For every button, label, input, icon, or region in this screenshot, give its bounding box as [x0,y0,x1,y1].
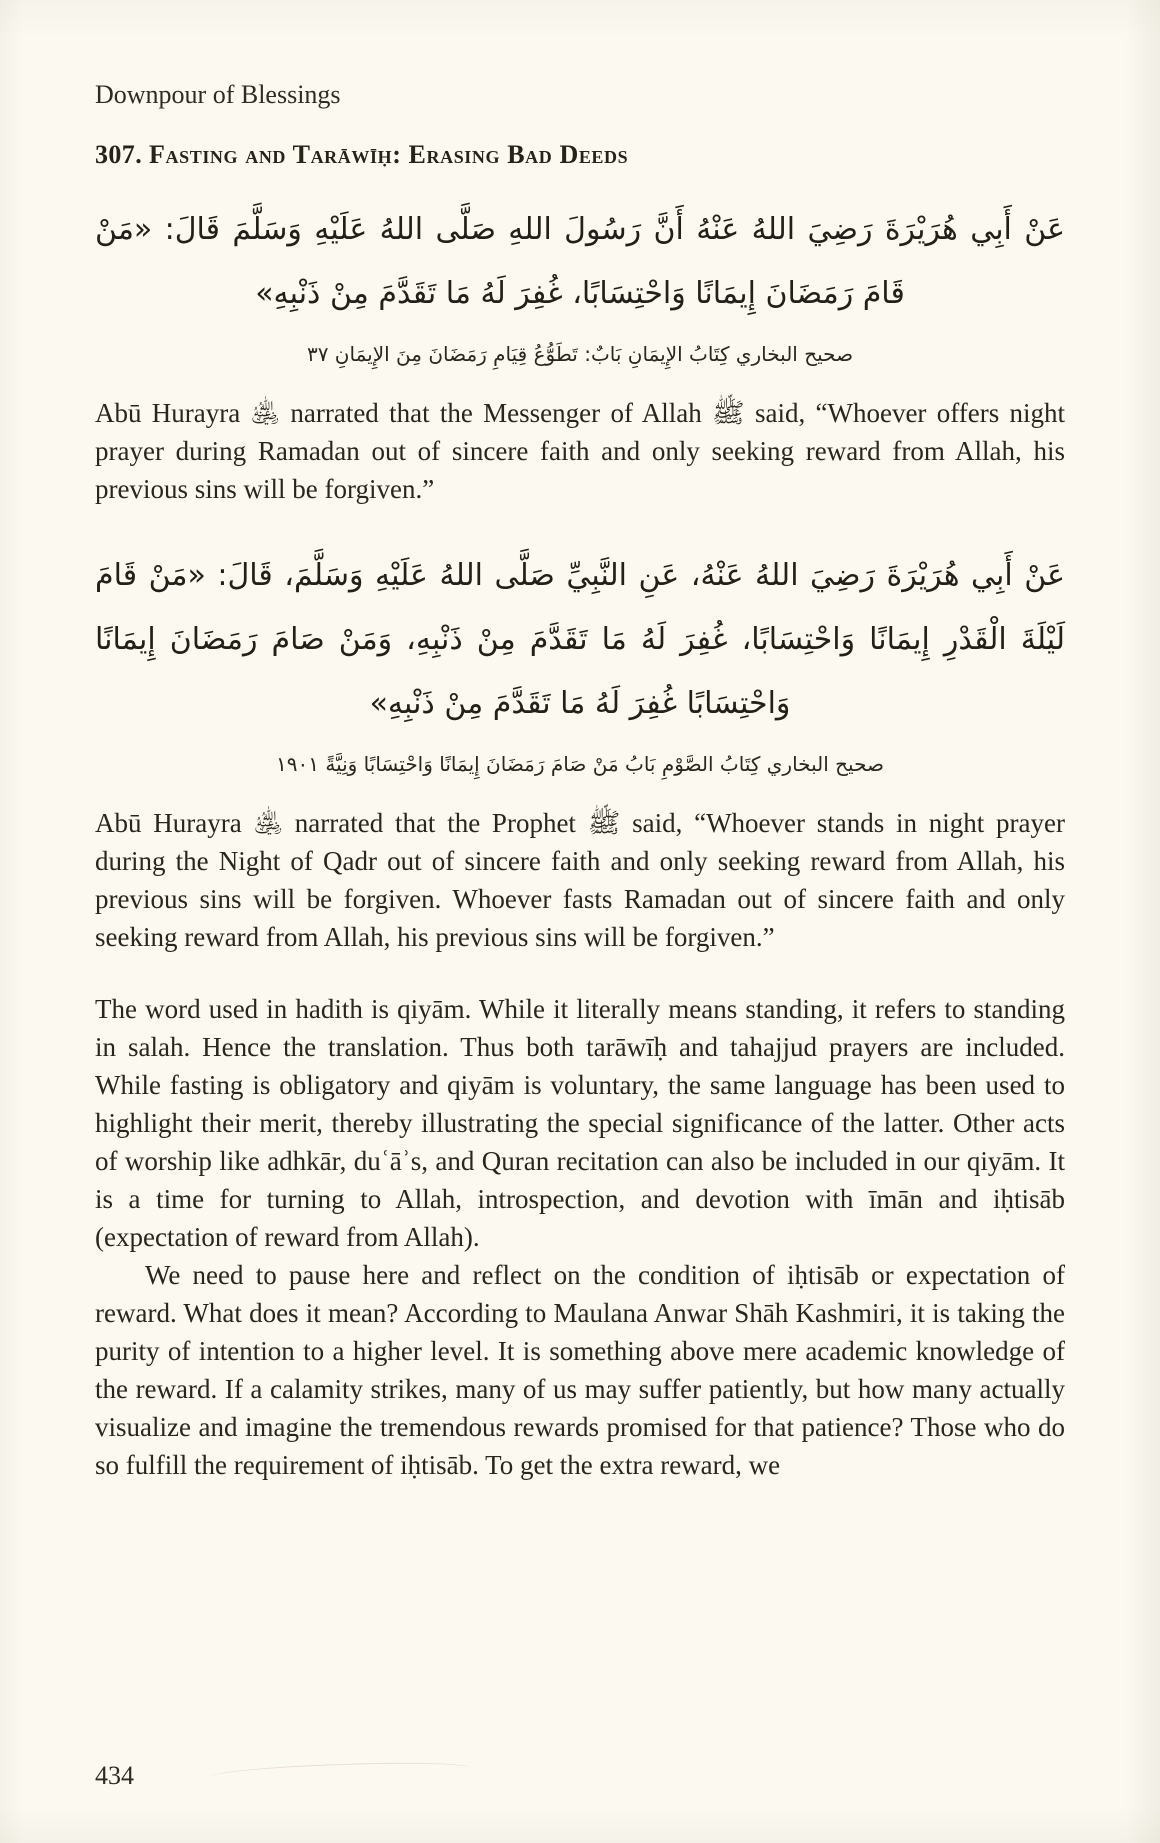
hadith1-arabic-text: عَنْ أَبِي هُرَيْرَةَ رَضِيَ اللهُ عَنْهُ أَنَّ رَسُولَ اللهِ صَلَّى اللهُ عَلَيْهِ وَسَلَّمَ قَالَ: «مَنْ قَامَ رَمَضَانَ إِيمَانًا وَاحْتِسَابًا، غُفِرَ لَهُ مَا تَقَدَّمَ مِنْ ذَنْبِهِ» [95,212,1065,311]
page-number: 434 [95,1761,134,1790]
hadith1-translation: Abū Hurayra ﵁ narrated that the Messenger of Allah ﷺ said, “Whoever offers night prayer during Ramadan out of sincere faith and only seeking reward from Allah, his previous sins will be forgiven.” [95,398,1065,504]
paper-scratch-mark [210,1759,470,1785]
hadith2-arabic-text: عَنْ أَبِي هُرَيْرَةَ رَضِيَ اللهُ عَنْهُ، عَنِ النَّبِيِّ صَلَّى اللهُ عَلَيْهِ وَسَلَّمَ، قَالَ: «مَنْ قَامَ لَيْلَةَ الْقَدْرِ إِيمَانًا وَاحْتِسَابًا، غُفِرَ لَهُ مَا تَقَدَّمَ مِنْ ذَنْبِهِ، وَمَنْ صَامَ رَمَضَانَ إِيمَانًا وَاحْتِسَابًا غُفِرَ لَهُ مَا تَقَدَّمَ مِنْ ذَنْبِهِ» [95,558,1065,721]
section-number: 307. [95,140,143,169]
running-header: Downpour of Blessings [95,80,341,109]
hadith2-translation: Abū Hurayra ﵁ narrated that the Prophet ﷺ said, “Whoever stands in night prayer during the Night of Qadr out of sincere faith and only seeking reward from Allah, his previous sins will be forgiven. Whoever fasts Ramadan out of sincere faith and only seeking reward from Allah, his previous sins will be forgiven.” [95,808,1066,952]
section-heading [95,140,1065,170]
hadith1-source-citation: صحيح البخاري كِتَابُ الإِيمَانِ بَابٌ: تَطَوُّعُ قِيَامِ رَمَضَانَ مِنَ الإِيمَانِ ٣٧ [306,342,854,366]
hadith2-source-citation: صحيح البخاري كِتَابُ الصَّوْمِ بَابُ مَنْ صَامَ رَمَضَانَ إِيمَانًا وَاحْتِسَابًا وَنِيَّةً ١٩٠١ [276,752,884,776]
section-title: Fasting and Tarāwīḥ: Erasing Bad Deeds [149,140,629,169]
commentary-paragraph-2: We need to pause here and reflect on the condition of iḥtisāb or expectation of reward. What does it mean? According to Maulana Anwar Shāh Kashmiri, it is taking the purity of intention to a higher level. It is something above mere academic knowledge of the reward. If a calamity strikes, many of us may suffer patiently, but how many actually visualize and imagine the tremendous rewards promised for that patience? Those who do so fulfill the requirement of iḥtisāb. To get the extra reward, we [95,1260,1065,1480]
commentary-paragraph-1: The word used in hadith is qiyām. While it literally means standing, it refers to standing in salah. Hence the translation. Thus both tarāwīḥ and tahajjud prayers are included. While fasting is obligatory and qiyām is voluntary, the same language has been used to highlight their merit, thereby illustrating the special significance of the latter. Other acts of worship like adhkār, duʿāʾs, and Quran recitation can also be included in our qiyām. It is a time for turning to Allah, introspection, and devotion with īmān and iḥtisāb (expectation of reward from Allah). [95,994,1065,1252]
